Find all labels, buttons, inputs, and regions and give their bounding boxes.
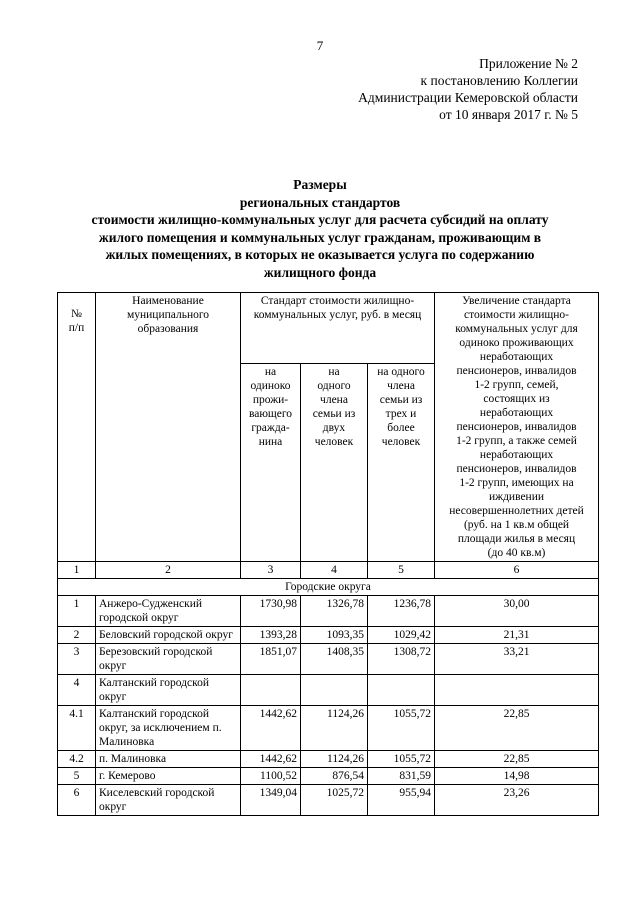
page-number: 7 [316, 38, 324, 53]
row-value-increase: 21,31 [435, 627, 599, 644]
row-num: 4 [58, 675, 96, 706]
document-title [30, 176, 610, 281]
appendix-header [358, 55, 578, 123]
table-row [58, 596, 599, 627]
row-name: Калтанский городской округ [96, 675, 241, 706]
col-number: 4 [301, 562, 368, 579]
row-value-two: 1025,72 [301, 785, 368, 816]
title-line: жилых помещениях, в которых не оказывается услуга по содержанию [105, 247, 535, 262]
row-value-three: 1055,72 [368, 706, 435, 751]
row-value-increase: 30,00 [435, 596, 599, 627]
row-name: Калтанский городской округ, за исключением п. Малиновка [96, 706, 241, 751]
row-name: Анжеро-Судженский городской округ [96, 596, 241, 627]
appendix-line: Приложение № 2 [479, 56, 578, 71]
table-row [58, 751, 599, 768]
appendix-line: к постановлению Коллегии [420, 73, 578, 88]
row-value-three [368, 675, 435, 706]
header-name: Наименование муниципального образования [96, 293, 241, 562]
row-value-two: 1124,26 [301, 706, 368, 751]
row-value-increase: 23,26 [435, 785, 599, 816]
row-num: 5 [58, 768, 96, 785]
row-name: п. Малиновка [96, 751, 241, 768]
standards-table [57, 292, 599, 816]
row-value-single [241, 675, 301, 706]
header-num: № п/п [58, 293, 96, 562]
header-three: на одного члена семьи из трех и более человек [368, 363, 435, 561]
row-value-three: 1236,78 [368, 596, 435, 627]
row-value-three: 1029,42 [368, 627, 435, 644]
table-row [58, 785, 599, 816]
row-num: 3 [58, 644, 96, 675]
header-standard: Стандарт стоимости жилищно- коммунальных услуг, руб. в месяц [241, 293, 435, 364]
col-number: 5 [368, 562, 435, 579]
row-value-two [301, 675, 368, 706]
row-value-three: 1308,72 [368, 644, 435, 675]
row-value-two: 876,54 [301, 768, 368, 785]
row-name: Киселевский городской округ [96, 785, 241, 816]
appendix-line: от 10 января 2017 г. № 5 [439, 107, 578, 122]
row-num: 4.2 [58, 751, 96, 768]
row-value-single: 1442,62 [241, 706, 301, 751]
row-value-single: 1851,07 [241, 644, 301, 675]
row-value-single: 1730,98 [241, 596, 301, 627]
table-header-row [58, 293, 599, 364]
row-value-three: 955,94 [368, 785, 435, 816]
header-increase: Увеличение стандарта стоимости жилищно- коммунальных услуг для одиноко проживающих неработающих пенсионеров, инвалидов 1-2 групп, семей, состоящих из неработающих пенсионеров, инвалидов 1-2 групп, а также семей неработающих пенсионеров, инвалидов 1-2 групп, имеющих на иждивении несовершеннолетних детей (руб. на 1 кв.м общей площади жилья в месяц (до 40 кв.м) [435, 293, 599, 562]
title-line: Размеры [293, 177, 347, 192]
header-single: на одиноко прожи- вающего гражда- нина [241, 363, 301, 561]
row-value-increase: 22,85 [435, 751, 599, 768]
title-line: жилого помещения и коммунальных услуг гражданам, проживающим в [98, 229, 542, 245]
row-num: 4.1 [58, 706, 96, 751]
header-two: на одного члена семьи из двух человек [301, 363, 368, 561]
appendix-line: Администрации Кемеровской области [358, 90, 578, 105]
col-number: 2 [96, 562, 241, 579]
table-row [58, 768, 599, 785]
row-value-increase: 33,21 [435, 644, 599, 675]
title-line: региональных стандартов [239, 194, 401, 210]
row-num: 2 [58, 627, 96, 644]
row-name: г. Кемерово [96, 768, 241, 785]
row-value-single: 1349,04 [241, 785, 301, 816]
row-value-increase: 14,98 [435, 768, 599, 785]
row-value-increase [435, 675, 599, 706]
row-value-three: 831,59 [368, 768, 435, 785]
table-row [58, 675, 599, 706]
row-value-three: 1055,72 [368, 751, 435, 768]
col-number: 1 [58, 562, 96, 579]
row-value-single: 1393,28 [241, 627, 301, 644]
row-value-single: 1100,52 [241, 768, 301, 785]
section-row [58, 579, 599, 596]
row-name: Беловский городской округ [96, 627, 241, 644]
row-value-increase: 22,85 [435, 706, 599, 751]
table-row [58, 627, 599, 644]
row-value-two: 1326,78 [301, 596, 368, 627]
row-name: Березовский городской округ [96, 644, 241, 675]
title-line: стоимости жилищно-коммунальных услуг для расчета субсидий на оплату [91, 212, 549, 227]
row-value-single: 1442,62 [241, 751, 301, 768]
col-number: 6 [435, 562, 599, 579]
column-number-row [58, 562, 599, 579]
row-num: 1 [58, 596, 96, 627]
row-num: 6 [58, 785, 96, 816]
row-value-two: 1093,35 [301, 627, 368, 644]
row-value-two: 1408,35 [301, 644, 368, 675]
table-row [58, 706, 599, 751]
title-line: жилищного фонда [263, 264, 377, 280]
col-number: 3 [241, 562, 301, 579]
table-row [58, 644, 599, 675]
section-title: Городские округа [58, 579, 599, 596]
row-value-two: 1124,26 [301, 751, 368, 768]
